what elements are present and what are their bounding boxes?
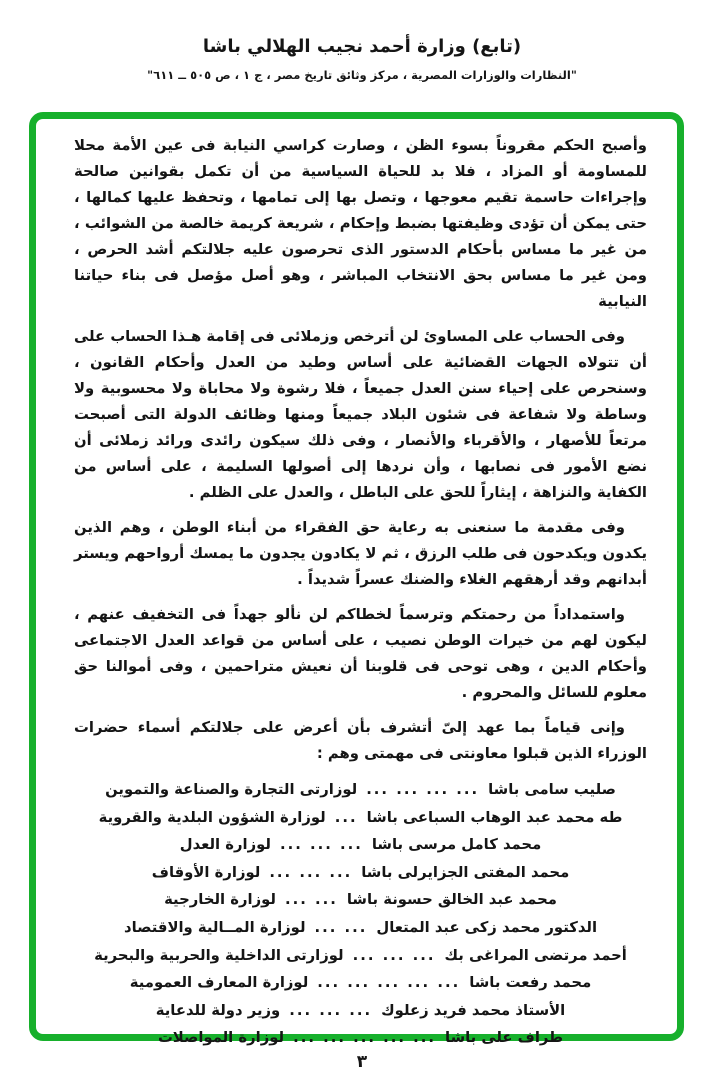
minister-name: محمد كامل مرسى باشا — [371, 836, 542, 854]
minister-ministry: لوزارتى التجارة والصناعة والتموين — [105, 781, 358, 798]
page-title: (تابع) وزارة أحمد نجيب الهلالي باشا — [202, 36, 522, 57]
dot-leader: ... ... ... — [269, 863, 353, 881]
minister-name: الدكتور محمد زكى عبد المتعال — [376, 918, 598, 936]
minister-row — [74, 919, 647, 947]
minister-name: محمد رفعت باشا — [469, 974, 592, 992]
minister-row — [74, 836, 647, 864]
minister-ministry: لوزارة العدل — [179, 836, 271, 854]
minister-name: طراف على باشا — [445, 1029, 564, 1047]
minister-row — [74, 864, 647, 892]
minister-name: الأستاذ محمد فريد زعلوك — [381, 1001, 566, 1019]
minister-name: طه محمد عبد الوهاب السباعى باشا — [366, 808, 623, 826]
paragraph: وإنى قياماً بما عهد إلىّ أتشرف بأن أعرض على جلالتكم أسماء حضرات الوزراء الذين قبلوا معاونتى فى مهمتى وهم : — [74, 719, 647, 762]
ministers-list — [74, 781, 647, 1057]
minister-name: محمد المفتى الجزايرلى باشا — [361, 863, 570, 881]
minister-row — [74, 809, 647, 837]
minister-ministry: لوزارة المواصلات — [157, 1029, 285, 1047]
minister-name: محمد عبد الخالق حسونة باشا — [346, 891, 557, 909]
paragraph: وفى الحساب على المساوئ لن أترخص وزملائى فى إقامة هـذا الحساب على أن تتولاه الجهات القضائية على أساس وطيد من العدل وأحكام القانون ، وسنحرص على إحياء سنن العدل جميعاً ، فلا رشوة ولا محاباة ولا محسوبية ولا وساطة ولا شفاعة فى شئون البلاد جميعاً ومنها وظائف الدولة التى أصبحت مرتعاً للأصهار ، والأقرباء والأنصار ، وفى ذلك سيكون رائدى ورائد زملائى أن نضع الأمور فى نصابها ، وأن نردها إلى أصولها السليمة ، على أساس من الكفاية والنزاهة ، إيثاراً للحق على الباطل ، والعدل على الظلم . — [74, 328, 647, 501]
minister-row — [74, 891, 647, 919]
document-header — [0, 36, 724, 82]
minister-ministry: لوزارة الشؤون البلدية والقروية — [98, 808, 326, 826]
minister-ministry: لوزارة المعارف العمومية — [129, 974, 309, 992]
source-citation: "النظارات والوزارات المصرية ، مركز وثائق تاريخ مصر ، ج ١ ، ص ٥٠٥ ــ ٦١١" — [147, 68, 577, 82]
dot-leader: ... ... — [314, 918, 368, 936]
paragraph: وفى مقدمة ما سنعنى به رعاية حق الفقراء من أبناء الوطن ، وهم الذين يكدون ويكدحون فى طلب الرزق ، ثم لا يكادون يجدون ما يمسك أرواحهم ويستر أبدانهم وقد أرهقهم الغلاء والضنك عسراً شديداً . — [74, 519, 647, 588]
dot-leader: ... ... ... — [352, 946, 436, 964]
dot-leader: ... ... — [284, 891, 338, 909]
minister-ministry: لوزارتى الداخلية والحربية والبحرية — [94, 946, 344, 964]
minister-ministry: لوزارة المــالية والاقتصاد — [123, 918, 306, 936]
minister-row — [74, 781, 647, 809]
minister-ministry: وزير دولة للدعاية — [155, 1001, 281, 1019]
paragraph: واستمداداً من رحمتكم وترسماً لخطاكم لن نألو جهداً فى التخفيف عنهم ، ليكون لهم من خيرات الوطن نصيب ، على أساس من قواعد العدل الاجتماعى وأحكام الدين ، وهى توحى فى قلوبنا أن نعيش متراحمين ، وفى أموالنا حق معلوم للسائل والمحروم . — [74, 606, 647, 701]
green-border-frame — [29, 112, 684, 1047]
minister-row — [74, 947, 647, 975]
dot-leader: ... — [334, 808, 358, 826]
minister-row — [74, 974, 647, 1002]
minister-name: أحمد مرتضى المراغى بك — [444, 946, 627, 964]
paragraph: وأصبح الحكم مقروناً بسوء الظن ، وصارت كراسي النيابة فى عين الأمة محلا للمساومة أو المزاد ، فلا بد للحياة السياسية من أن تكمل بقوانين صالحة وإجراءات حاسمة تقيم معوجها ، وتصل بها إلى تمامها ، وتحفظ عليها كمالها ، حتى يمكن أن تؤدى وظيفتها بضبط وإحكام ، شريعة كريمة خالصة من الشوائب ، من غير ما مساس بأحكام الدستور الذى تحرصون عليه جلالتكم أشد الحرص ، ومن غير ما مساس بحق الانتخاب المباشر ، وهو أصل مؤصل فى بناء حياتنا النيابية — [74, 137, 647, 310]
minister-ministry: لوزارة الأوقاف — [151, 863, 261, 881]
page-number: ٣ — [356, 1052, 368, 1072]
dot-leader: ... ... ... — [289, 1001, 373, 1019]
minister-name: صليب سامى باشا — [488, 781, 616, 798]
minister-row — [74, 1002, 647, 1030]
dot-leader: ... ... ... ... ... — [293, 1029, 437, 1047]
dot-leader: ... ... ... — [279, 836, 363, 854]
minister-ministry: لوزارة الخارجية — [164, 891, 276, 909]
dot-leader: ... ... ... ... ... — [317, 974, 461, 992]
dot-leader: ... ... ... ... — [366, 781, 480, 798]
